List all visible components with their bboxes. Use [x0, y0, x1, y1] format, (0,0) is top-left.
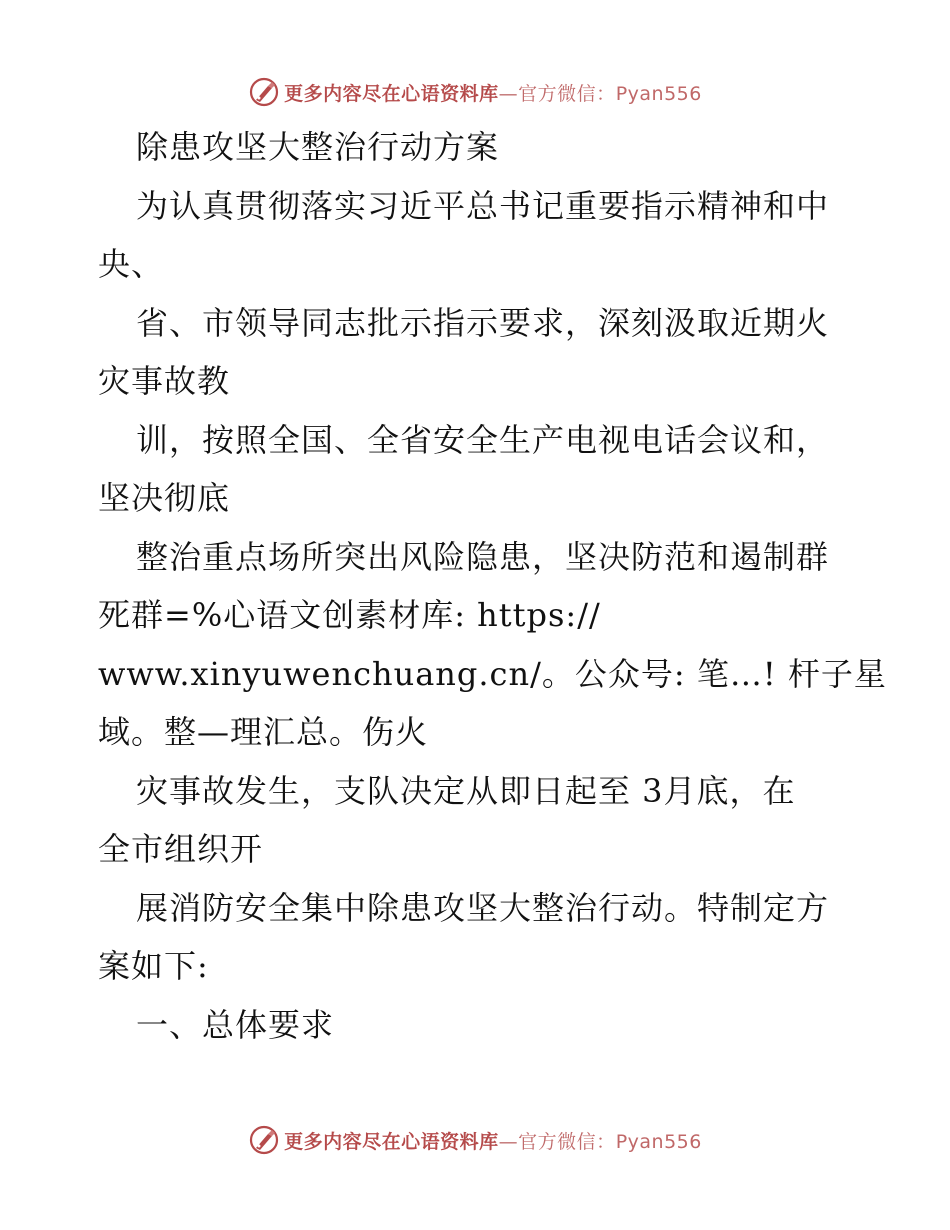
banner-account: Pyan556 [615, 82, 702, 105]
pen-logo-icon [248, 76, 280, 108]
banner-colon: ： [596, 82, 616, 105]
banner-official-label: 官方微信 [518, 1130, 597, 1153]
banner-colon: ： [596, 1130, 616, 1153]
document-body [98, 118, 887, 1054]
footer-banner [0, 1120, 950, 1160]
doc-line: 死群=%心语文创素材库: https:// [98, 596, 601, 634]
banner-text [284, 79, 702, 106]
header-banner [0, 72, 950, 112]
banner-official-label: 官方微信 [518, 82, 597, 105]
doc-line: 域。整—理汇总。伤火 [98, 713, 429, 751]
doc-line: 整治重点场所突出风险隐患，坚决防范和遏制群 [136, 537, 830, 576]
doc-line: 除患攻坚大整治行动方案 [136, 128, 500, 166]
doc-line: www.xinyuwenchuang.cn/。公众号: 笔…! 杆子星 [98, 654, 887, 693]
doc-line: 坚决彻底 [98, 479, 231, 517]
doc-line: 为认真贯彻落实习近平总书记重要指示精神和中 [136, 186, 830, 225]
doc-line: 案如下: [98, 947, 209, 985]
doc-line: 训，按照全国、全省安全生产电视电话会议和， [136, 420, 830, 459]
doc-line: 灾事故教 [98, 362, 231, 400]
banner-text [284, 1127, 702, 1154]
doc-line: 省、市领导同志批示指示要求，深刻汲取近期火 [136, 303, 830, 342]
banner-dash: — [498, 82, 519, 105]
doc-line: 灾事故发生，支队决定从即日起至 3月底，在 [136, 771, 796, 810]
pen-logo-icon [248, 1124, 280, 1156]
doc-line: 央、 [98, 245, 165, 283]
banner-account: Pyan556 [615, 1130, 702, 1153]
doc-line: 一、总体要求 [136, 1005, 335, 1044]
banner-main-text: 更多内容尽在心语资料库 [284, 1130, 499, 1153]
banner-dash: — [498, 1130, 519, 1153]
doc-line: 全市组织开 [98, 830, 264, 868]
doc-line: 展消防安全集中除患攻坚大整治行动。特制定方 [136, 888, 830, 927]
banner-main-text: 更多内容尽在心语资料库 [284, 82, 499, 105]
